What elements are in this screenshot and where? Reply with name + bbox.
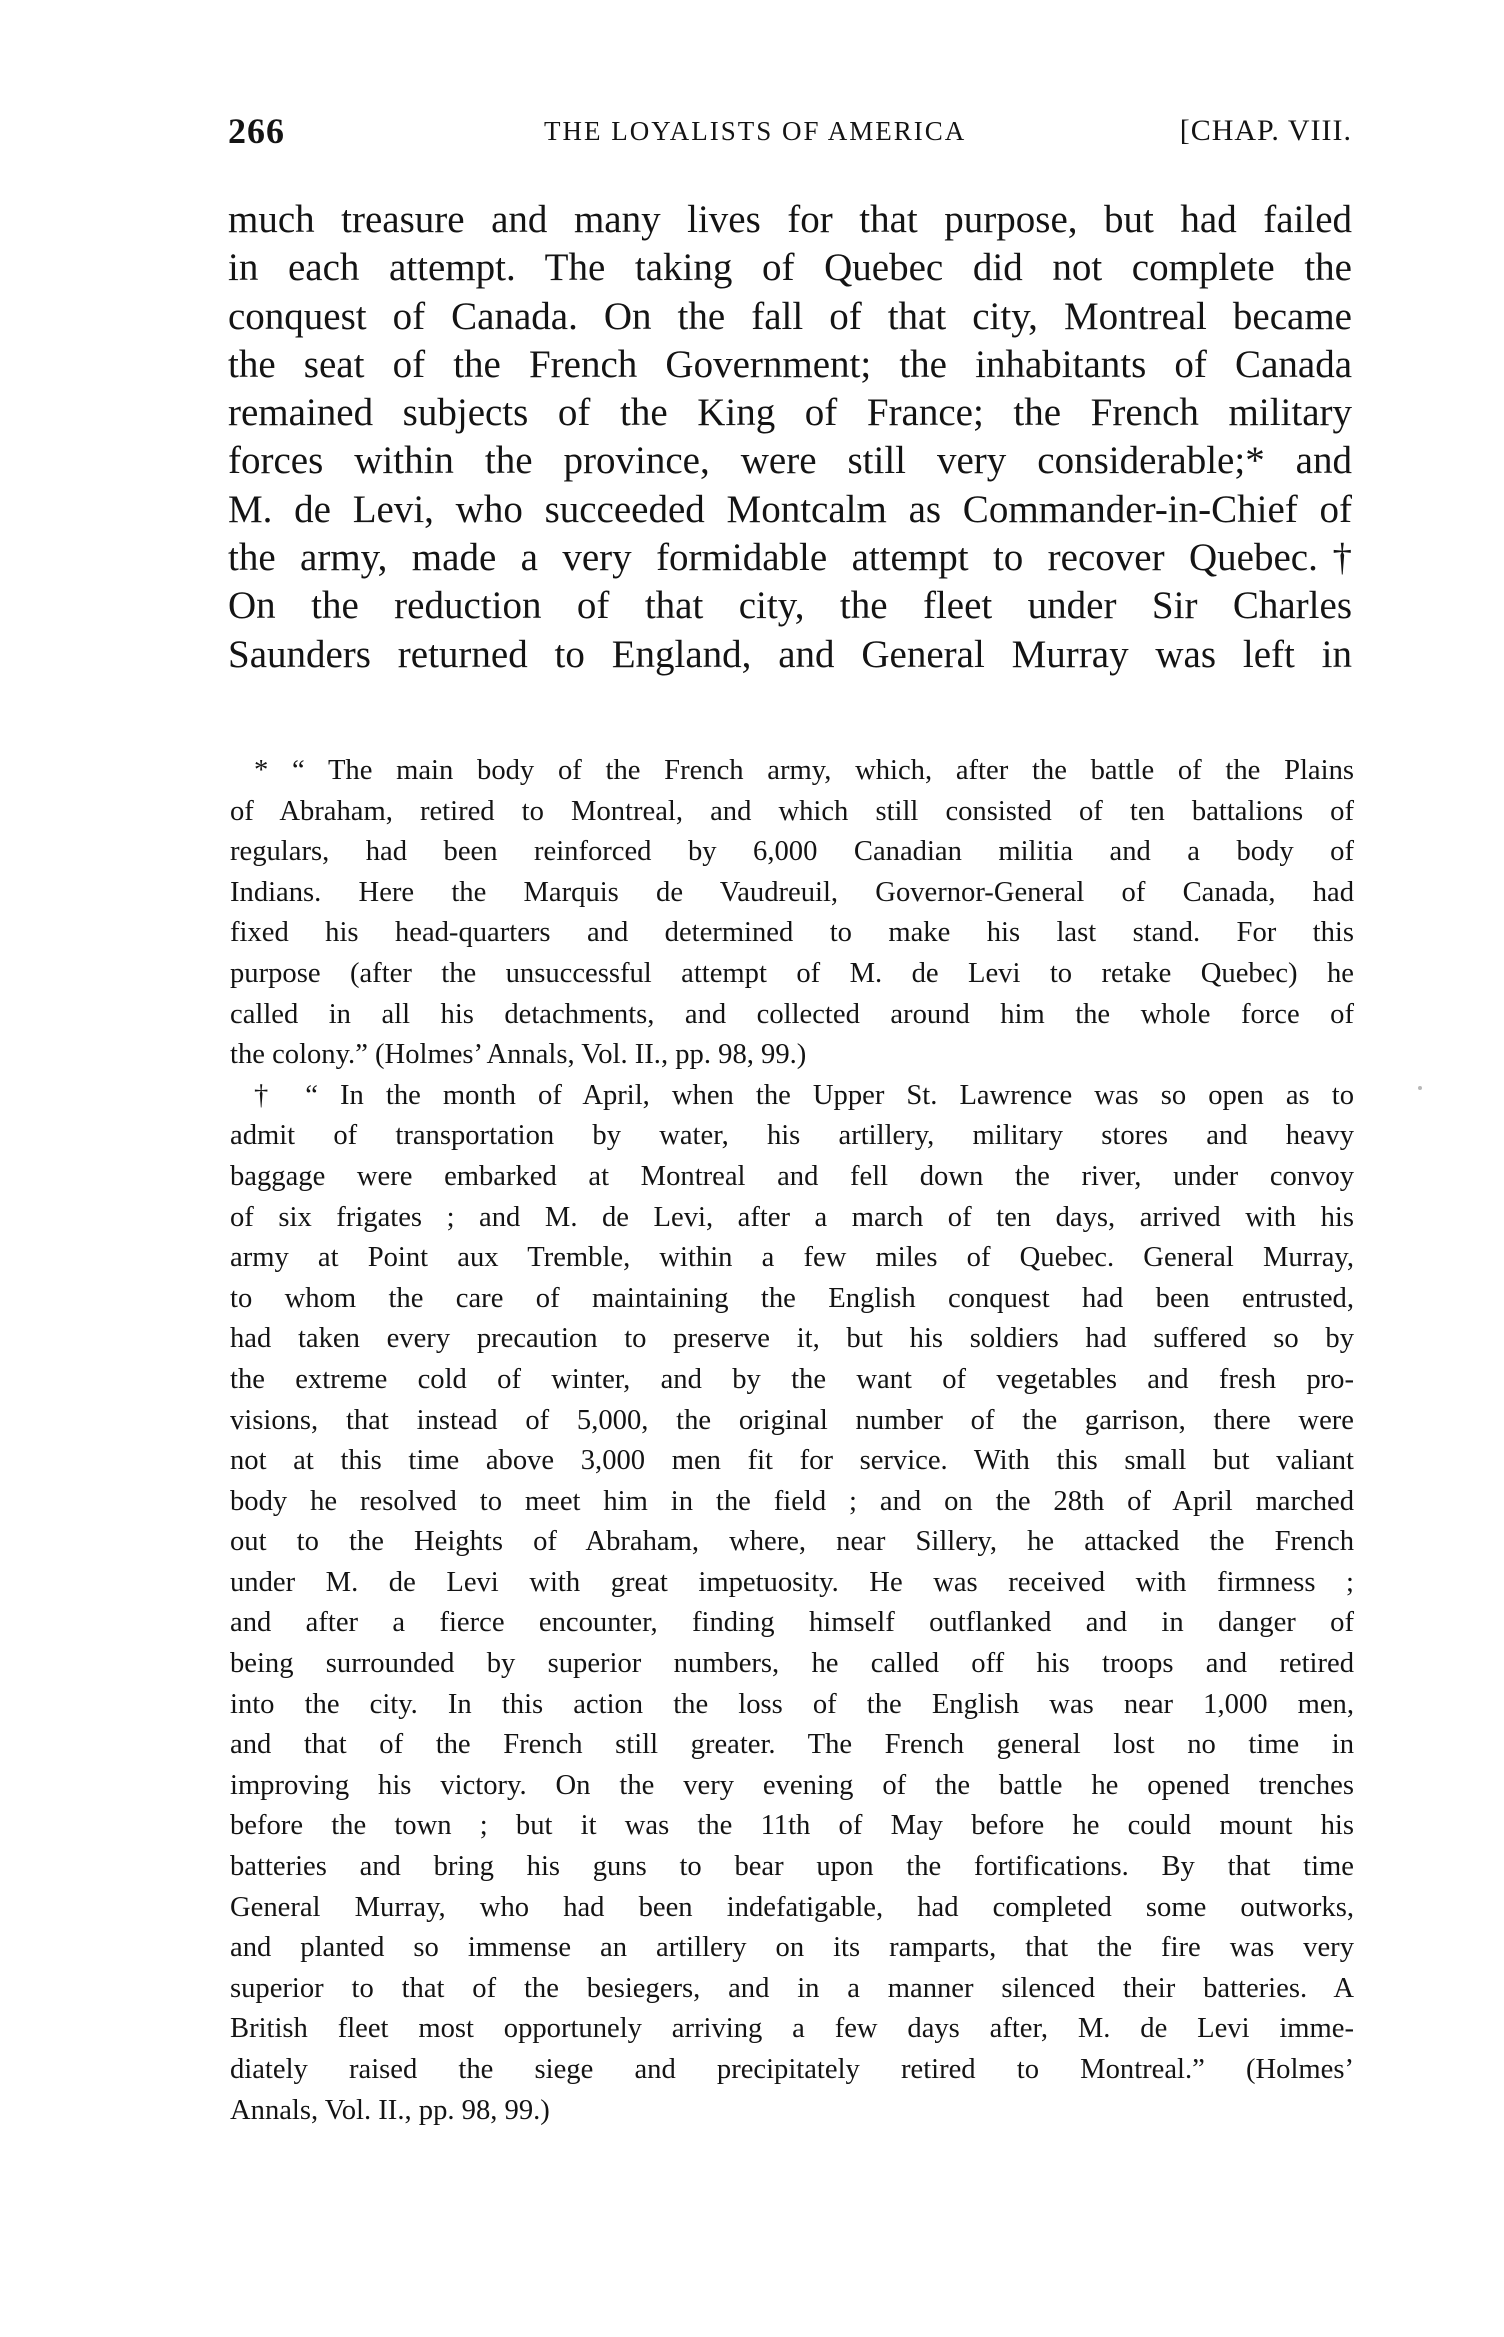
footnote-line: General Murray, who had been indefatigable, had completed some outworks,: [230, 1891, 1354, 1923]
footnote-line: called in all his detachments, and collected around him the whole force of: [230, 998, 1354, 1030]
main-body-text: [228, 196, 1352, 679]
footnote-line: batteries and bring his guns to bear upon the fortifications. By that time: [230, 1851, 1354, 1883]
footnote-line: the colony.” (Holmes’ Annals, Vol. II., pp. 98, 99.): [230, 1039, 807, 1071]
footnote-line: of Abraham, retired to Montreal, and which still consisted of ten battalions of: [230, 795, 1354, 827]
paper-speck: [1418, 1086, 1422, 1090]
footnote-line: and planted so immense an artillery on its ramparts, that the fire was very: [230, 1932, 1354, 1964]
footnote-line: purpose (after the unsuccessful attempt of M. de Levi to retake Quebec) he: [230, 957, 1354, 989]
running-title: THE LOYALISTS OF AMERICA: [544, 116, 967, 146]
footnote-line: under M. de Levi with great impetuosity. He was received with firmness ;: [230, 1566, 1354, 1598]
footnote-line: army at Point aux Tremble, within a few miles of Quebec. General Murray,: [230, 1242, 1354, 1274]
body-line: much treasure and many lives for that purpose, but had failed: [228, 198, 1352, 241]
body-line: Saunders returned to England, and General Murray was left in: [228, 632, 1352, 676]
footnote-line: improving his victory. On the very evening of the battle he opened trenches: [230, 1769, 1354, 1801]
footnote-line: British fleet most opportunely arriving a few days after, M. de Levi imme-: [230, 2013, 1354, 2045]
footnote-line: had taken every precaution to preserve it, but his soldiers had suffered so by: [230, 1323, 1354, 1355]
footnote-line: out to the Heights of Abraham, where, near Sillery, he attacked the French: [230, 1526, 1354, 1558]
footnote-line: and that of the French still greater. The French general lost no time in: [230, 1729, 1354, 1761]
footnote-line: body he resolved to meet him in the field ; and on the 28th of April marched: [230, 1485, 1354, 1517]
footnote-line: the extreme cold of winter, and by the want of vegetables and fresh pro-: [230, 1363, 1354, 1395]
body-line: M. de Levi, who succeeded Montcalm as Commander-in-Chief of: [228, 487, 1352, 531]
footnote-line: fixed his head-quarters and determined to make his last stand. For this: [230, 917, 1354, 949]
footnote-line: Indians. Here the Marquis de Vaudreuil, Governor-General of Canada, had: [230, 876, 1354, 908]
footnote-line: superior to that of the besiegers, and in a manner silenced their batteries. A: [230, 1972, 1354, 2004]
footnote-line: baggage were embarked at Montreal and fell down the river, under convoy: [230, 1160, 1354, 1192]
body-line: remained subjects of the King of France; the French military: [228, 391, 1352, 435]
footnote-line: and after a fierce encounter, finding himself outflanked and in danger of: [230, 1607, 1354, 1639]
body-line: conquest of Canada. On the fall of that city, Montreal became: [228, 294, 1352, 338]
footnote-line: regulars, had been reinforced by 6,000 Canadian militia and a body of: [230, 836, 1354, 868]
body-line: in each attempt. The taking of Quebec did not complete the: [228, 246, 1352, 290]
footnote-asterisk: [230, 751, 1354, 1076]
footnote-line: not at this time above 3,000 men fit for service. With this small but valiant: [230, 1445, 1354, 1477]
footnotes: [230, 751, 1354, 2131]
footnote-line: Annals, Vol. II., pp. 98, 99.): [230, 2094, 550, 2126]
chapter-label: [CHAP. VIII.: [1179, 114, 1352, 147]
footnote-dagger: [230, 1076, 1354, 2131]
body-line: the army, made a very formidable attempt to recover Quebec.†: [228, 536, 1352, 580]
footnote-line: before the town ; but it was the 11th of May before he could mount his: [230, 1810, 1354, 1842]
footnote-line: admit of transportation by water, his artillery, military stores and heavy: [230, 1120, 1354, 1152]
body-line: On the reduction of that city, the fleet under Sir Charles: [228, 584, 1352, 628]
footnote-line: * “ The main body of the French army, which, after the battle of the Plains: [254, 755, 1354, 786]
page-number: 266: [228, 111, 285, 151]
body-line: the seat of the French Government; the inhabitants of Canada: [228, 342, 1352, 386]
footnote-line: being surrounded by superior numbers, he called off his troops and retired: [230, 1648, 1354, 1680]
body-line: forces within the province, were still very considerable;* and: [228, 439, 1352, 483]
page-header: [228, 110, 1356, 154]
footnote-line: of six frigates ; and M. de Levi, after a march of ten days, arrived with his: [230, 1201, 1354, 1233]
footnote-line: to whom the care of maintaining the English conquest had been entrusted,: [230, 1282, 1354, 1314]
footnote-line: visions, that instead of 5,000, the original number of the garrison, there were: [230, 1404, 1354, 1436]
footnote-line: into the city. In this action the loss of the English was near 1,000 men,: [230, 1688, 1354, 1720]
footnote-line: diately raised the siege and precipitately retired to Montreal.” (Holmes’: [230, 2054, 1354, 2085]
footnote-line: † “ In the month of April, when the Upper St. Lawrence was so open as to: [254, 1079, 1354, 1111]
